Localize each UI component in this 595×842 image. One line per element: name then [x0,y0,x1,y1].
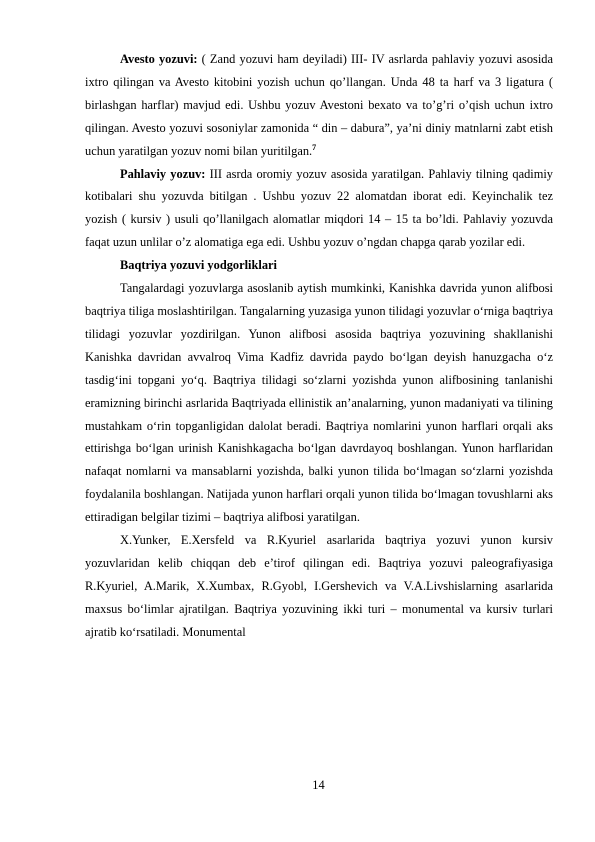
term-avesto: Avesto yozuvi: [120,52,198,66]
term-pahlaviy: Pahlaviy yozuv: [120,166,206,181]
paragraph-body-2: X.Yunker, E.Xersfeld va R.Kyuriel asarlarida baqtriya yozuvi yunon kursiv yozuvlaridan kelib chiqqan deb e’tirof qilingan edi. Baqtriya yozuvi paleografiyasiga R.Kyuriel, A.Marik, X.Xumbax, R.Gyobl, I.Gershevich va V.A.Livshislarning asarlarida maxsus bo‘limlar ajratilgan. Baqtriya yozuvining ikki turi – monumental va kursiv turlari ajratib ko‘rsatiladi. Monumental [85,533,553,639]
paragraph-body-1: Tangalardagi yozuvlarga asoslanib aytish mumkinki, Kanishka davrida yunon alifbosi baqtriya tiliga moslashtirilgan. Tangalarning yuzasiga yunon tilidagi yozuvlar o‘rniga baqtriya tilidagi yozuvlar yozdirilgan. Yunon alifbosi asosida baqtriya yozuvining shakllanishi Kanishka davridan avvalroq Vima Kadfiz davrida paydo bo‘lgan deyish hanuzgacha o‘z tasdig‘ini topgani yo‘q. Baqtriya tilidagi so‘zlarni yozishda yunon alifbosining tanlanishi eramizning birinchi asrlarida Baqtriyada ellinistik an’analarning, yunon madaniyati va tilining mustahkam o‘rin topganligidan dalolat beradi. Baqtriya nomlarini yunon harflari orqali aks ettirishga bo‘lgan urinish Kanishkagacha bo‘lgan davrdayoq boshlangan. Yunon harflaridan nafaqat nomlarni va mansablarni yozishda, balki yunon tilida bo‘lmagan so‘zlarni yozishda foydalanila boshlangan. Natijada yunon harflari orqali yunon tilida bo‘lmagan tovushlarni aks ettiradigan belgilar tizimi – baqtriya alifbosi yaratilgan. [85,281,553,525]
paragraph-avesto [85,48,553,163]
text-pahlaviy: III asrda oromiy yozuv asosida yaratilgan. Pahlaviy tilning qadimiy kotibalari shu yozuvda bitilgan . Ushbu yozuv 22 alomatdan iborat edi. Keyinchalik tez yozish ( kursiv ) usuli qo’llanilgach alomatlar miqdori 14 – 15 ta bo’ldi. Pahlaviy yozuvda faqat uzun unlilar o’z alomatiga ega edi. Ushbu yozuv o’ngdan chapga qarab yozilar edi. [85,166,553,250]
paragraph-pahlaviy [85,163,553,255]
section-heading: Baqtriya yozuvi yodgorliklari [120,258,277,273]
document-page [85,48,553,644]
text-avesto: ( Zand yozuvi ham deyiladi) III- IV asrlarda pahlaviy yozuvi asosida ixtro qilingan va Avesto kitobini yozish uchun qo’llangan. Unda 48 ta harf va 3 ligatura ( birlashgan harflar) mavjud edi. Ushbu yozuv Avestoni bexato va to’g’ri o’qish uchun ixtro qilingan. Avesto yozuvi sosoniylar zamonida “ din – dabura”, ya’ni diniy matnlarni zabt etish uchun yaratilgan yozuv nomi bilan yuritilgan. [85,52,554,158]
page-number: 14 [312,778,325,792]
footnote-marker[interactable]: 7 [312,142,317,152]
